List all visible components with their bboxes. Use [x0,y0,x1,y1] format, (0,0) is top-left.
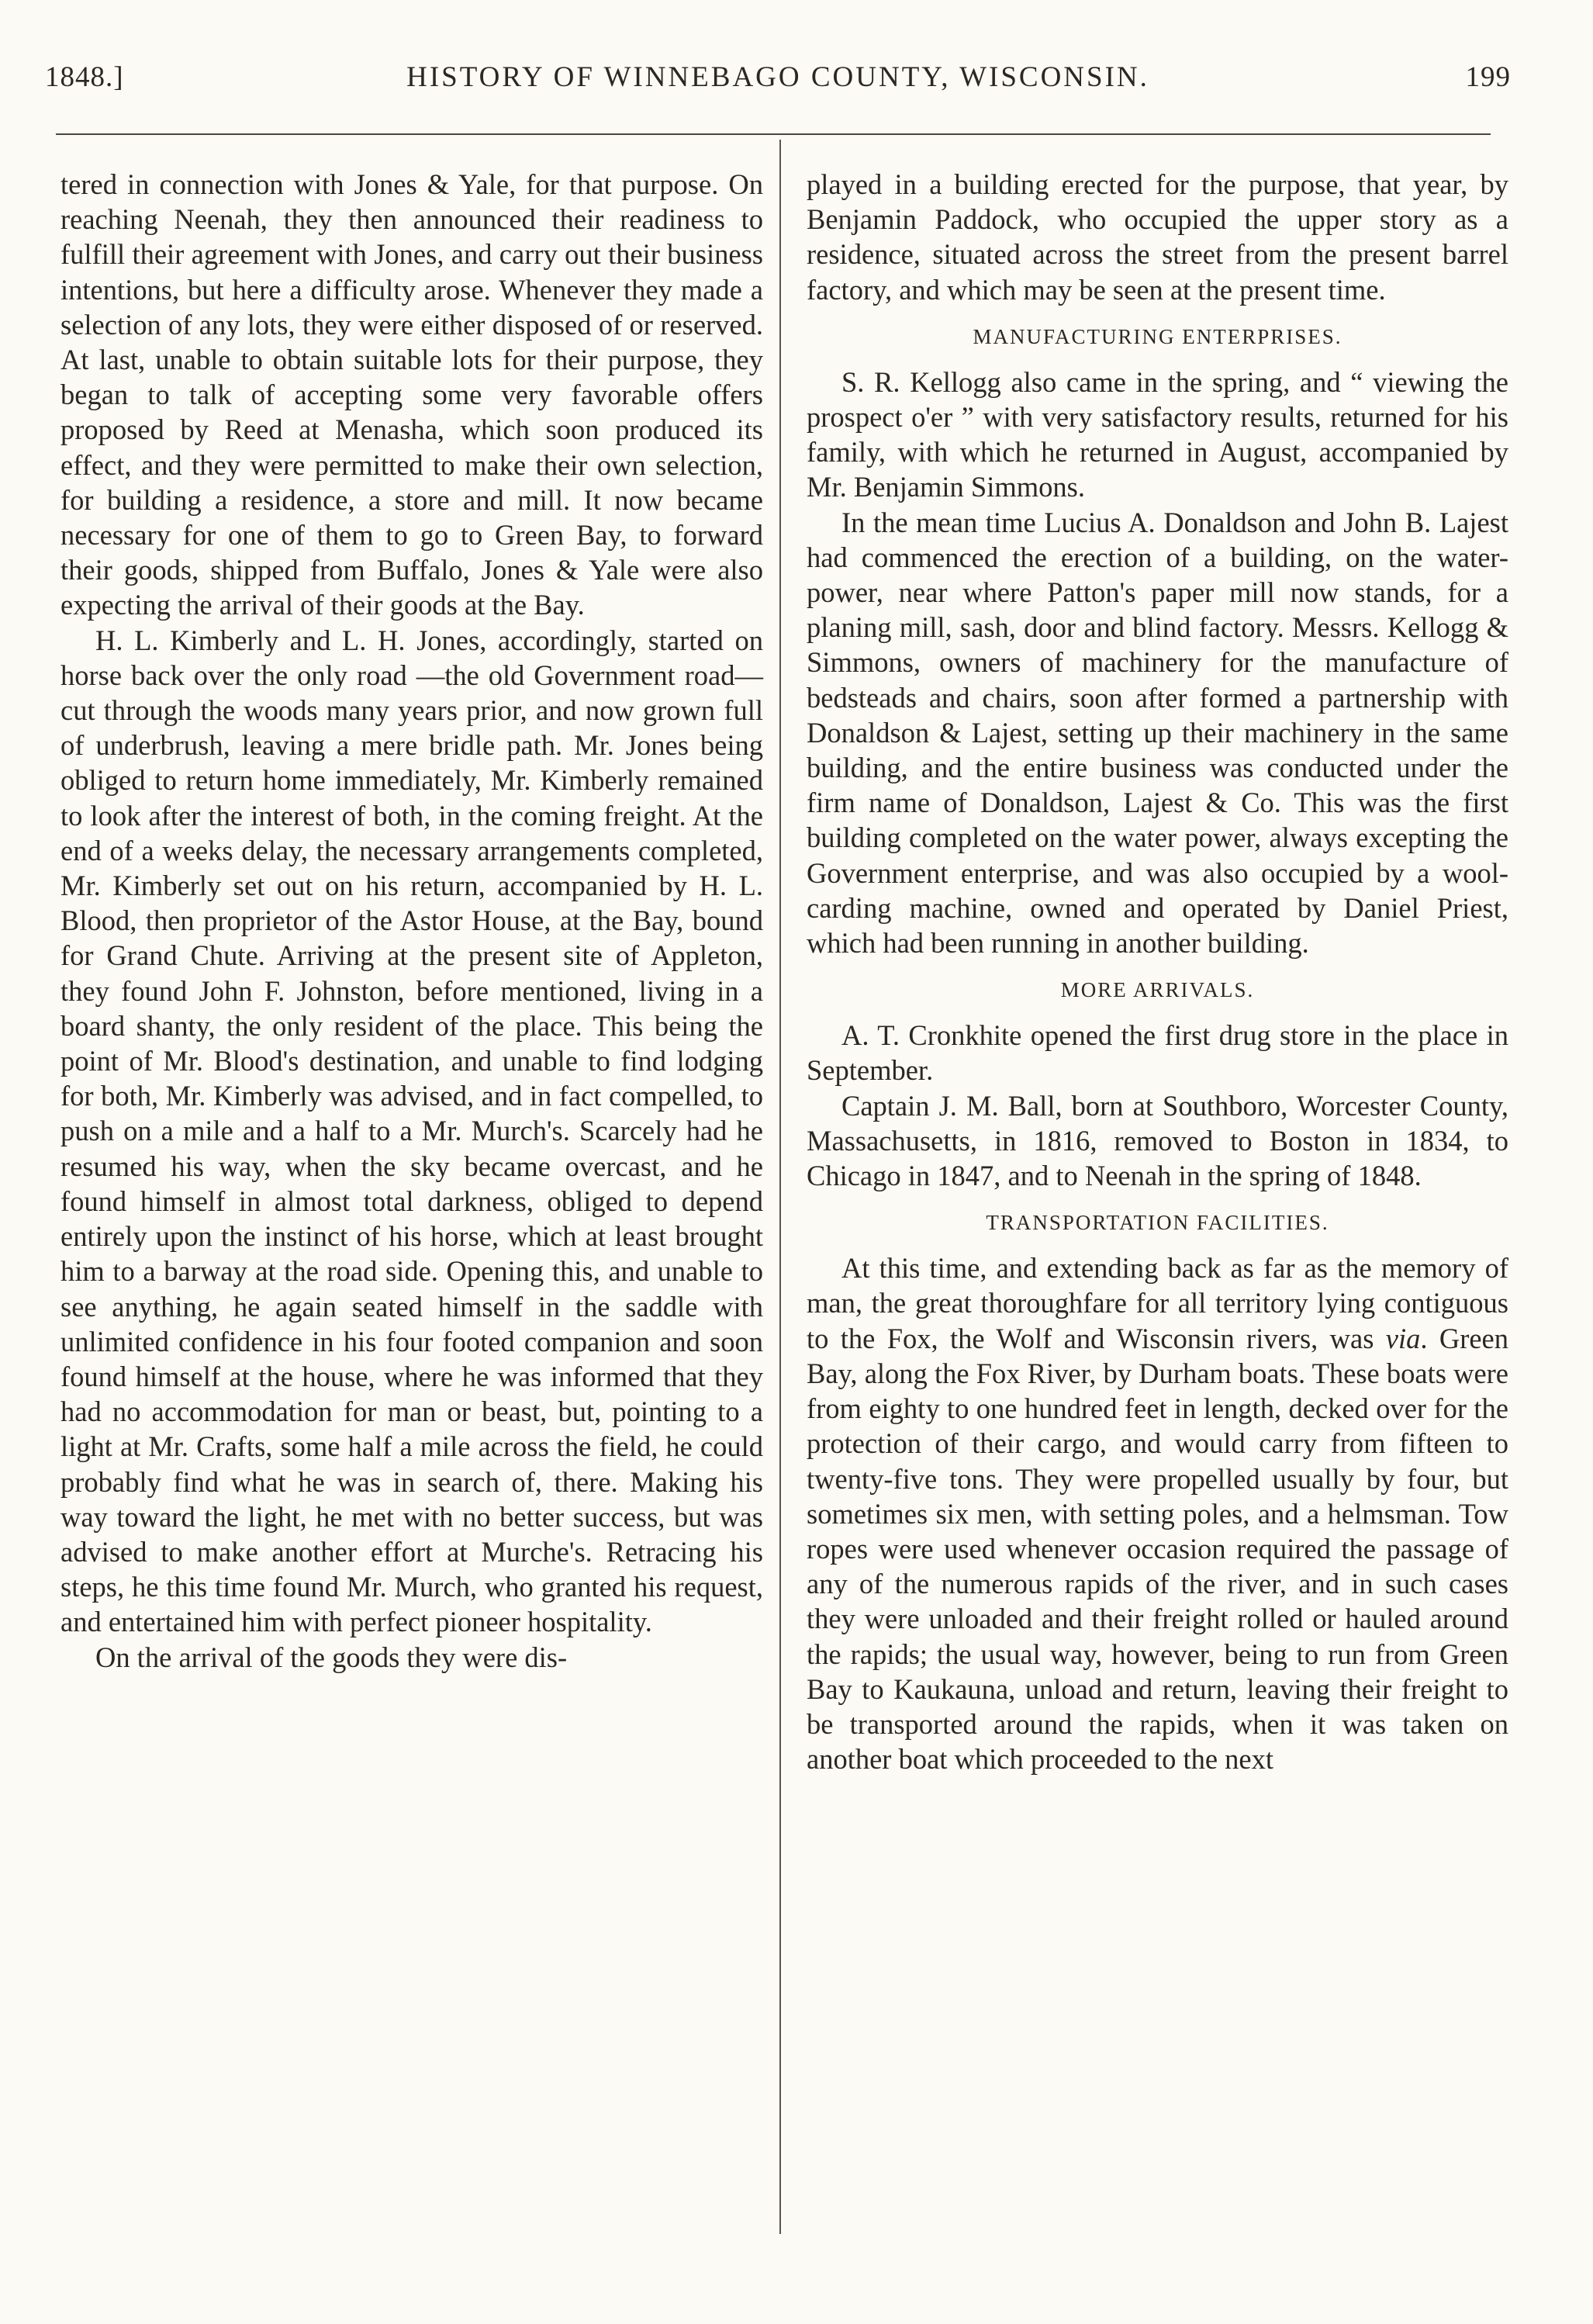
running-head [45,61,1511,107]
header-rule [56,133,1491,135]
section-heading: TRANSPORTATION FACILITIES. [986,1211,1329,1235]
paragraph [807,1250,1508,1776]
page-number: 199 [1465,61,1511,93]
section-heading: MORE ARRIVALS. [1060,978,1255,1002]
paragraph: H. L. Kimberly and L. H. Jones, accordingly, started on horse back over the only road —the old Government road—cut through the woods many years prior, and now grown full of underbrush, leaving a mere bridle path. Mr. Jones being obliged to return home immediately, Mr. Kimberly remained to look after the interest of both, in the coming freight. At the end of a weeks delay, the necessary arrangements completed, Mr. Kimberly set out on his return, accompanied by H. L. Blood, then proprietor of the Astor House, at the Bay, bound for Grand Chute. Arriving at the present site of Appleton, they found John F. Johnston, before mentioned, living in a board shanty, the only resident of the place. This being the point of Mr. Blood's destination, and unable to find lodging for both, Mr. Kimberly was advised, and in fact compelled, to push on a mile and a half to a Mr. Murch's. Scarcely had he resumed his way, when the sky became overcast, and he found himself in almost total darkness, obliged to depend entirely upon the instinct of his horse, which at least brought him to a barway at the road side. Opening this, and unable to see anything, he again seated himself in the saddle with unlimited confidence in his four footed companion and soon found himself at the house, where he was informed that they had no accommodation for man or beast, but, pointing to a light at Mr. Crafts, some half a mile across the field, he could probably find what he was in search of, there. Making his way toward the light, he met with no better success, but was advised to make another effort at Murche's. Retracing his steps, he this time found Mr. Murch, who granted his request, and entertained him with perfect pioneer hospitality. [60,624,763,1638]
column-divider [779,140,781,2234]
paragraph: On the arrival of the goods they were dis- [95,1641,568,1673]
section-heading: MANUFACTURING ENTERPRISES. [973,324,1342,348]
paragraph: played in a building erected for the purpose, that year, by Benjamin Paddock, who occupied the upper story as a residence, situated across the street from the present barrel factory, and which may be seen at the present time. [807,168,1508,306]
paragraph: A. T. Cronkhite opened the first drug store in the place in September. [807,1019,1508,1087]
paragraph: tered in connection with Jones & Yale, for that purpose. On reaching Neenah, they then announced their readiness to fulfill their agreement with Jones, and carry out their business intentions, but here a difficulty arose. Whenever they made a selection of any lots, they were either disposed of or reserved. At last, unable to obtain suitable lots for their purpose, they began to talk of accepting some very favorable offers proposed by Reed at Menasha, which soon produced its effect, and they were permitted to make their own selection, for building a residence, a store and mill. It now became necessary for one of them to go to Green Bay, to forward their goods, shipped from Buffalo, Jones & Yale were also expecting the arrival of their goods at the Bay. [60,168,763,621]
paragraph-text: At this time, and extending back as far as the memory of man, the great thoroughfare for all territory lying contiguous to the Fox, the Wolf and Wisconsin rivers, was [807,1252,1508,1354]
paragraph: S. R. Kellogg also came in the spring, and “ viewing the prospect o'er ” with very satisfactory results, returned for his family, with which he returned in August, accompanied by Mr. Benjamin Simmons. [807,365,1508,503]
header-year: 1848.] [45,61,124,93]
left-column [60,167,763,1675]
italic-text: via [1385,1322,1421,1354]
header-title: HISTORY OF WINNEBAGO COUNTY, WISCONSIN. [406,61,1149,93]
paragraph: In the mean time Lucius A. Donaldson and John B. Lajest had commenced the erection of a building, on the water-power, near where Patton's paper mill now stands, for a planing mill, sash, door and blind factory. Messrs. Kellogg & Simmons, owners of machinery for the manufacture of bedsteads and chairs, soon after formed a partnership with Donaldson & Lajest, setting up their machinery in the same building, and the entire business was conducted under the firm name of Donaldson, Lajest & Co. This was the first building completed on the water power, always excepting the Government enterprise, and was also occupied by a wool-carding machine, owned and operated by Daniel Priest, which had been running in another building. [807,506,1508,960]
right-column [807,167,1508,1776]
paragraph-text: . Green Bay, along the Fox River, by Durham boats. These boats were from eighty to one hundred feet in length, decked over for the protection of their cargo, and would carry from fifteen to twenty-five tons. They were propelled usually by four, but sometimes six men, with setting poles, and a helmsman. Tow ropes were used whenever occasion required the passage of any of the numerous rapids of the river, and in such cases they were unloaded and their freight rolled or hauled around the rapids; the usual way, however, being to run from Green Bay to Kaukauna, unload and return, leaving their freight to be transported around the rapids, when it was taken on another boat which proceeded to the next [807,1322,1509,1776]
paragraph: Captain J. M. Ball, born at Southboro, Worcester County, Massachusetts, in 1816, removed to Boston in 1834, to Chicago in 1847, and to Neenah in the spring of 1848. [807,1089,1508,1192]
